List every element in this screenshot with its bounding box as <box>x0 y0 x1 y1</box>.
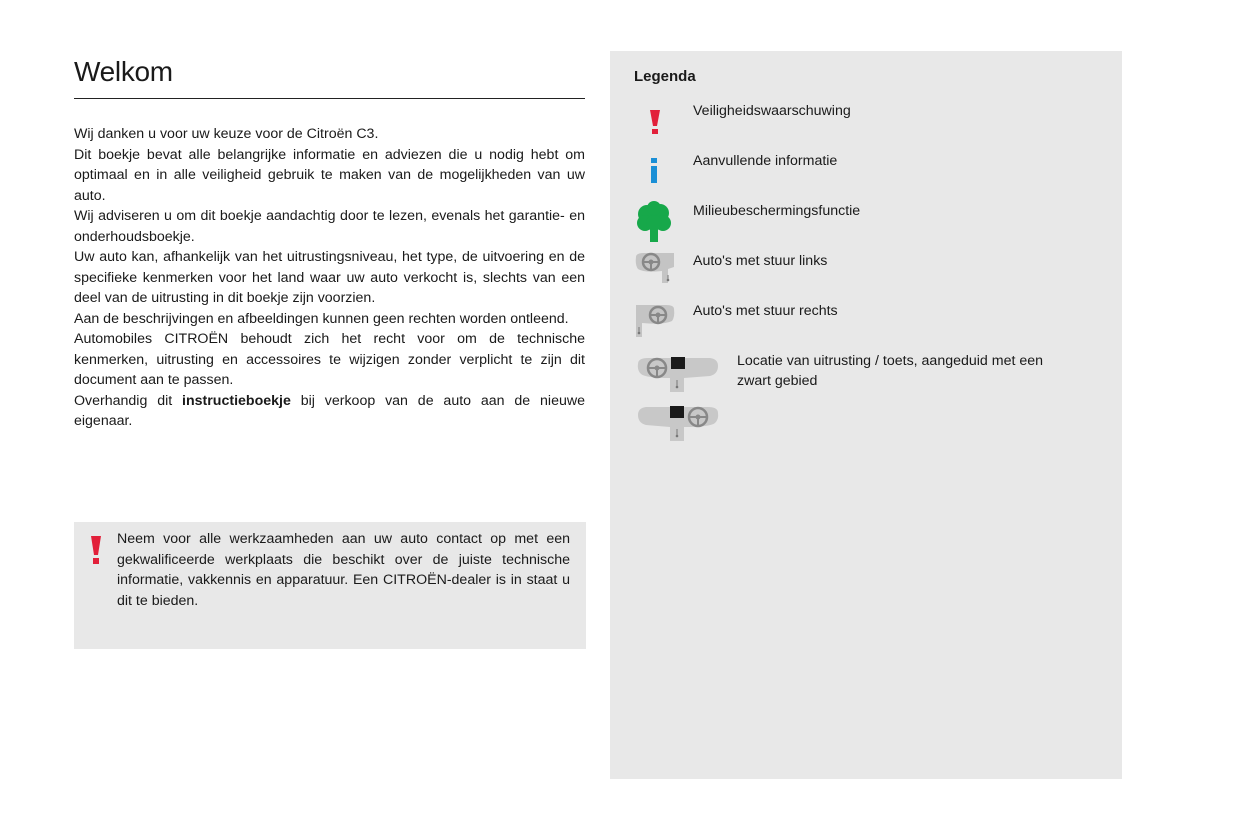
intro-paragraph <box>74 391 585 432</box>
warning-icon <box>89 534 103 566</box>
legend-label: Auto's met stuur rechts <box>693 303 838 319</box>
legend-label: Auto's met stuur links <box>693 253 828 269</box>
intro-text-part: bij verkoop van de auto aan de nieuwe eigenaar. <box>74 392 586 429</box>
intro-paragraph: Wij adviseren u om dit boekje aandachtig door te lezen, evenals het garantie- en onderhoudsboekje. <box>74 208 585 245</box>
tree-icon <box>636 201 672 243</box>
intro-paragraph: Uw auto kan, afhankelijk van het uitrustingsniveau, het type, de uitvoering en de specifieke kenmerken voor het land waar uw auto verkocht is, slechts van een deel van de uitrusting in dit boekje zijn voorzien. <box>74 249 585 306</box>
intro-paragraph: Automobiles CITROËN behoudt zich het recht voor om de technische kenmerken, uitrusting en accessoires te wijzigen zonder verplicht te zijn dit document aan te passen. <box>74 331 585 388</box>
intro-paragraph: Dit boekje bevat alle belangrijke informatie en adviezen die u nodig hebt om optimaal en in alle veiligheid gebruik te maken van de mogelijkheden van uw auto. <box>74 146 585 204</box>
intro-bold-term: instructieboekje <box>182 392 291 409</box>
legend-label: Locatie van uitrusting / toets, aangeduid met een zwart gebied <box>737 353 1044 389</box>
left-hand-drive-icon <box>634 251 676 285</box>
page-title: Welkom <box>74 56 173 87</box>
legend-panel <box>610 51 1122 779</box>
right-hand-drive-icon <box>634 303 676 339</box>
equipment-location-icon <box>636 354 720 394</box>
warning-icon <box>648 109 662 135</box>
intro-text <box>74 124 585 432</box>
legend-title: Legenda <box>634 68 696 85</box>
intro-paragraph: Wij danken u voor uw keuze voor de Citroën C3. <box>74 126 379 142</box>
legend-label: Milieubeschermingsfunctie <box>693 203 861 219</box>
warning-text: Neem voor alle werkzaamheden aan uw auto contact op met een gekwalificeerde werkplaats die beschikt over de juiste technische informatie, vakkennis en apparatuur. Een CITROËN-dealer is in staat u dit te bieden. <box>117 531 570 609</box>
info-icon <box>648 157 660 184</box>
title-divider <box>74 98 585 99</box>
legend-label: Veiligheidswaarschuwing <box>693 103 851 119</box>
intro-paragraph: Aan de beschrijvingen en afbeeldingen kunnen geen rechten worden ontleend. <box>74 310 569 327</box>
legend-label: Aanvullende informatie <box>693 153 838 169</box>
equipment-location-icon <box>636 403 720 443</box>
safety-warning-box <box>74 522 586 649</box>
intro-text-part: Overhandig dit <box>74 392 183 409</box>
